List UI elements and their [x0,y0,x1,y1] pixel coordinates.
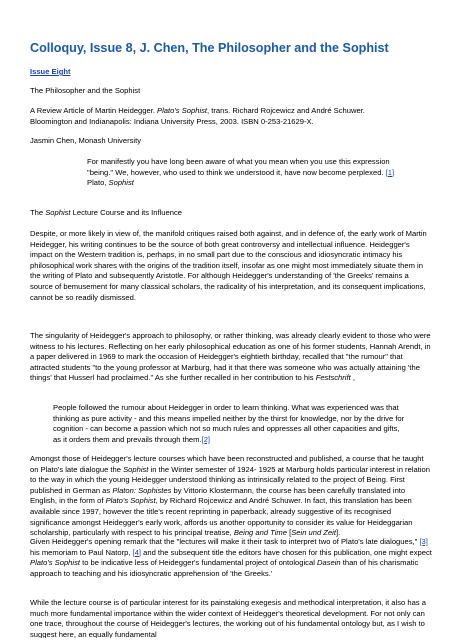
section-heading [30,208,432,219]
p3-a: Amongst those of Heidegger's lecture courses which have been reconstructed and published, a course that he taught on Plato's late dialogue the [30,454,424,474]
p3-j: Sein und Zeit [291,528,336,538]
review-citation [30,106,432,127]
footnote-link-4[interactable]: [4] [132,547,142,557]
review-citation-pre: A Review Article of Martin Heidegger. [30,106,158,115]
section-heading-pre: The [30,208,46,217]
paragraph-3 [30,454,432,539]
review-book-title: Plato's Sophist [157,106,208,115]
p3-i: [ [286,528,292,538]
p4-e: to be indicative less of Heidegger's fundamental project of ontological [80,558,317,568]
paragraph-2-text: The singularity of Heidegger's approach to philosophy, or rather thinking, was already clearly evident to those who were witness to his lectures. Reflecting on her early philosophical education as one of his former students, Hannah Arendt, in a paper delivered in 1969 to mark the occasion of Heidegger's eightieth birthday, recalled that "the rumour" that attracted students "to the young professor at Marburg, had it that there was someone who was actually attaining 'the things' that Husserl had proclaimed." As she further recalled in her contribution to his [30,331,431,383]
section-heading-post: Lecture Course and its Influence [70,208,182,217]
p3-f: Plato's Sophist [105,496,156,506]
block-quote-arendt [53,403,405,445]
p4-d: Plato's Sophist [30,558,80,568]
epigraph-text: For manifestly you have long been aware of what you mean when you use this expression "being." We, however, who used to think we understood it, have now become perplexed. [87,157,390,177]
paragraph-2-end: , [350,373,355,383]
review-citation-publisher: Bloomington and Indianapolis: Indiana University Press, 2003. ISBN 0-253-21629-X. [30,116,314,126]
p3-b: Sophist [123,464,149,474]
section-heading-work: Sophist [45,208,71,217]
p4-b: his memoriam to Paul Natorp, [30,547,133,557]
footnote-link-1[interactable]: [1] [385,167,395,177]
issue-link-line [30,67,432,78]
paragraph-1: Despite, or more likely in view of, the manifold critiques raised both against, and in defence of, the early work of Martin Heidegger, his writing continues to be the source of both great controversy and intellectual influence. Heidegger's impact on the Western tradition is, perhaps, in no small part due to the conscious and idiosyncratic intimacy his philosophical work shares with the origins of the tradition itself, insofar as one might most immediately situate them in the writing of Plato and subsequently Aristotle. For although Heidegger's understanding of 'the Greeks' remains a source of bemusement for many classical scholars, the radicality of his interpretation, and its consequent implications, cannot be so readily dismissed. [30,229,427,302]
epigraph-source-pre: Plato, [87,178,109,188]
paragraph-5: While the lecture course is of particular interest for its painstaking exegesis and methodical interpretation, it also has a much more fundamental importance within the wider context of Heidegger's theoretical development. For not only can one trace, throughout the course of Heidegger's lectures, the working out of his fundamental ontology but, as I wish to suggest here, an equally fundamental [30,598,426,638]
p3-k: ]. [335,528,341,538]
p4-a: Given Heidegger's opening remark that the "lectures will make it their task to interpret two of Plato's late dialogues," [30,537,420,546]
epigraph-source-work: Sophist [108,178,134,188]
p4-g: than of his charismatic approach to teaching and his idiosyncratic apprehension of 'the Greeks.' [30,558,419,578]
p4-c: and the subsequent title the editors have chosen for this publication, one might expect [141,547,432,557]
paragraph-2-work: Festschrift [315,373,351,383]
footnote-link-2[interactable]: [2] [201,434,211,444]
p3-e: by Vittorio Klostermann, the course has been carefully translated into English, in the form of [30,485,406,506]
author-line: Jasmin Chen, Monash University [30,136,141,145]
page-title: Colloquy, Issue 8, J. Chen, The Philosopher and the Sophist [30,41,389,55]
footnote-link-3[interactable]: [3] [419,537,428,546]
paragraph-2 [30,331,432,384]
paragraph-4 [30,537,432,579]
p3-h: Being and Time [233,528,287,538]
review-citation-post: , trans. Richard Rojcewicz and André Schuwer. [207,106,365,115]
p4-f: Dasein [317,558,341,568]
block-quote-text: People followed the rumour about Heidegger in order to learn thinking. What was experienced was that thinking as pure activity - and this means impelled neither by the thirst for knowledge, nor by the drive for cognition - can become a passion which not so much rules and oppresses all other capacities and gifts, as it orders them and prevails through them. [53,403,405,444]
subtitle: The Philosopher and the Sophist [30,86,141,95]
p3-g: , by Richard Rojcewicz and André Schuwer. In fact, this translation has been available since 1997, however the title's recent reprinting in paperback, already suggestive of its recognised significance amongst Heidegger's early work, affords us another opportunity to consider its value for Heideggarian scholarship, particularly with respect to his principal treatise, [30,496,413,538]
p3-c: in the Winter semester of 1924- 1925 at Marburg holds particular interest in relation to the way in which the young Heidegger understood thinking as intrinsically related to the project of Being. First published in German as [30,464,430,495]
epigraph [87,157,409,189]
p3-d: Platon: Sophistes [112,485,172,495]
issue-link[interactable]: Issue Eight [30,67,71,76]
